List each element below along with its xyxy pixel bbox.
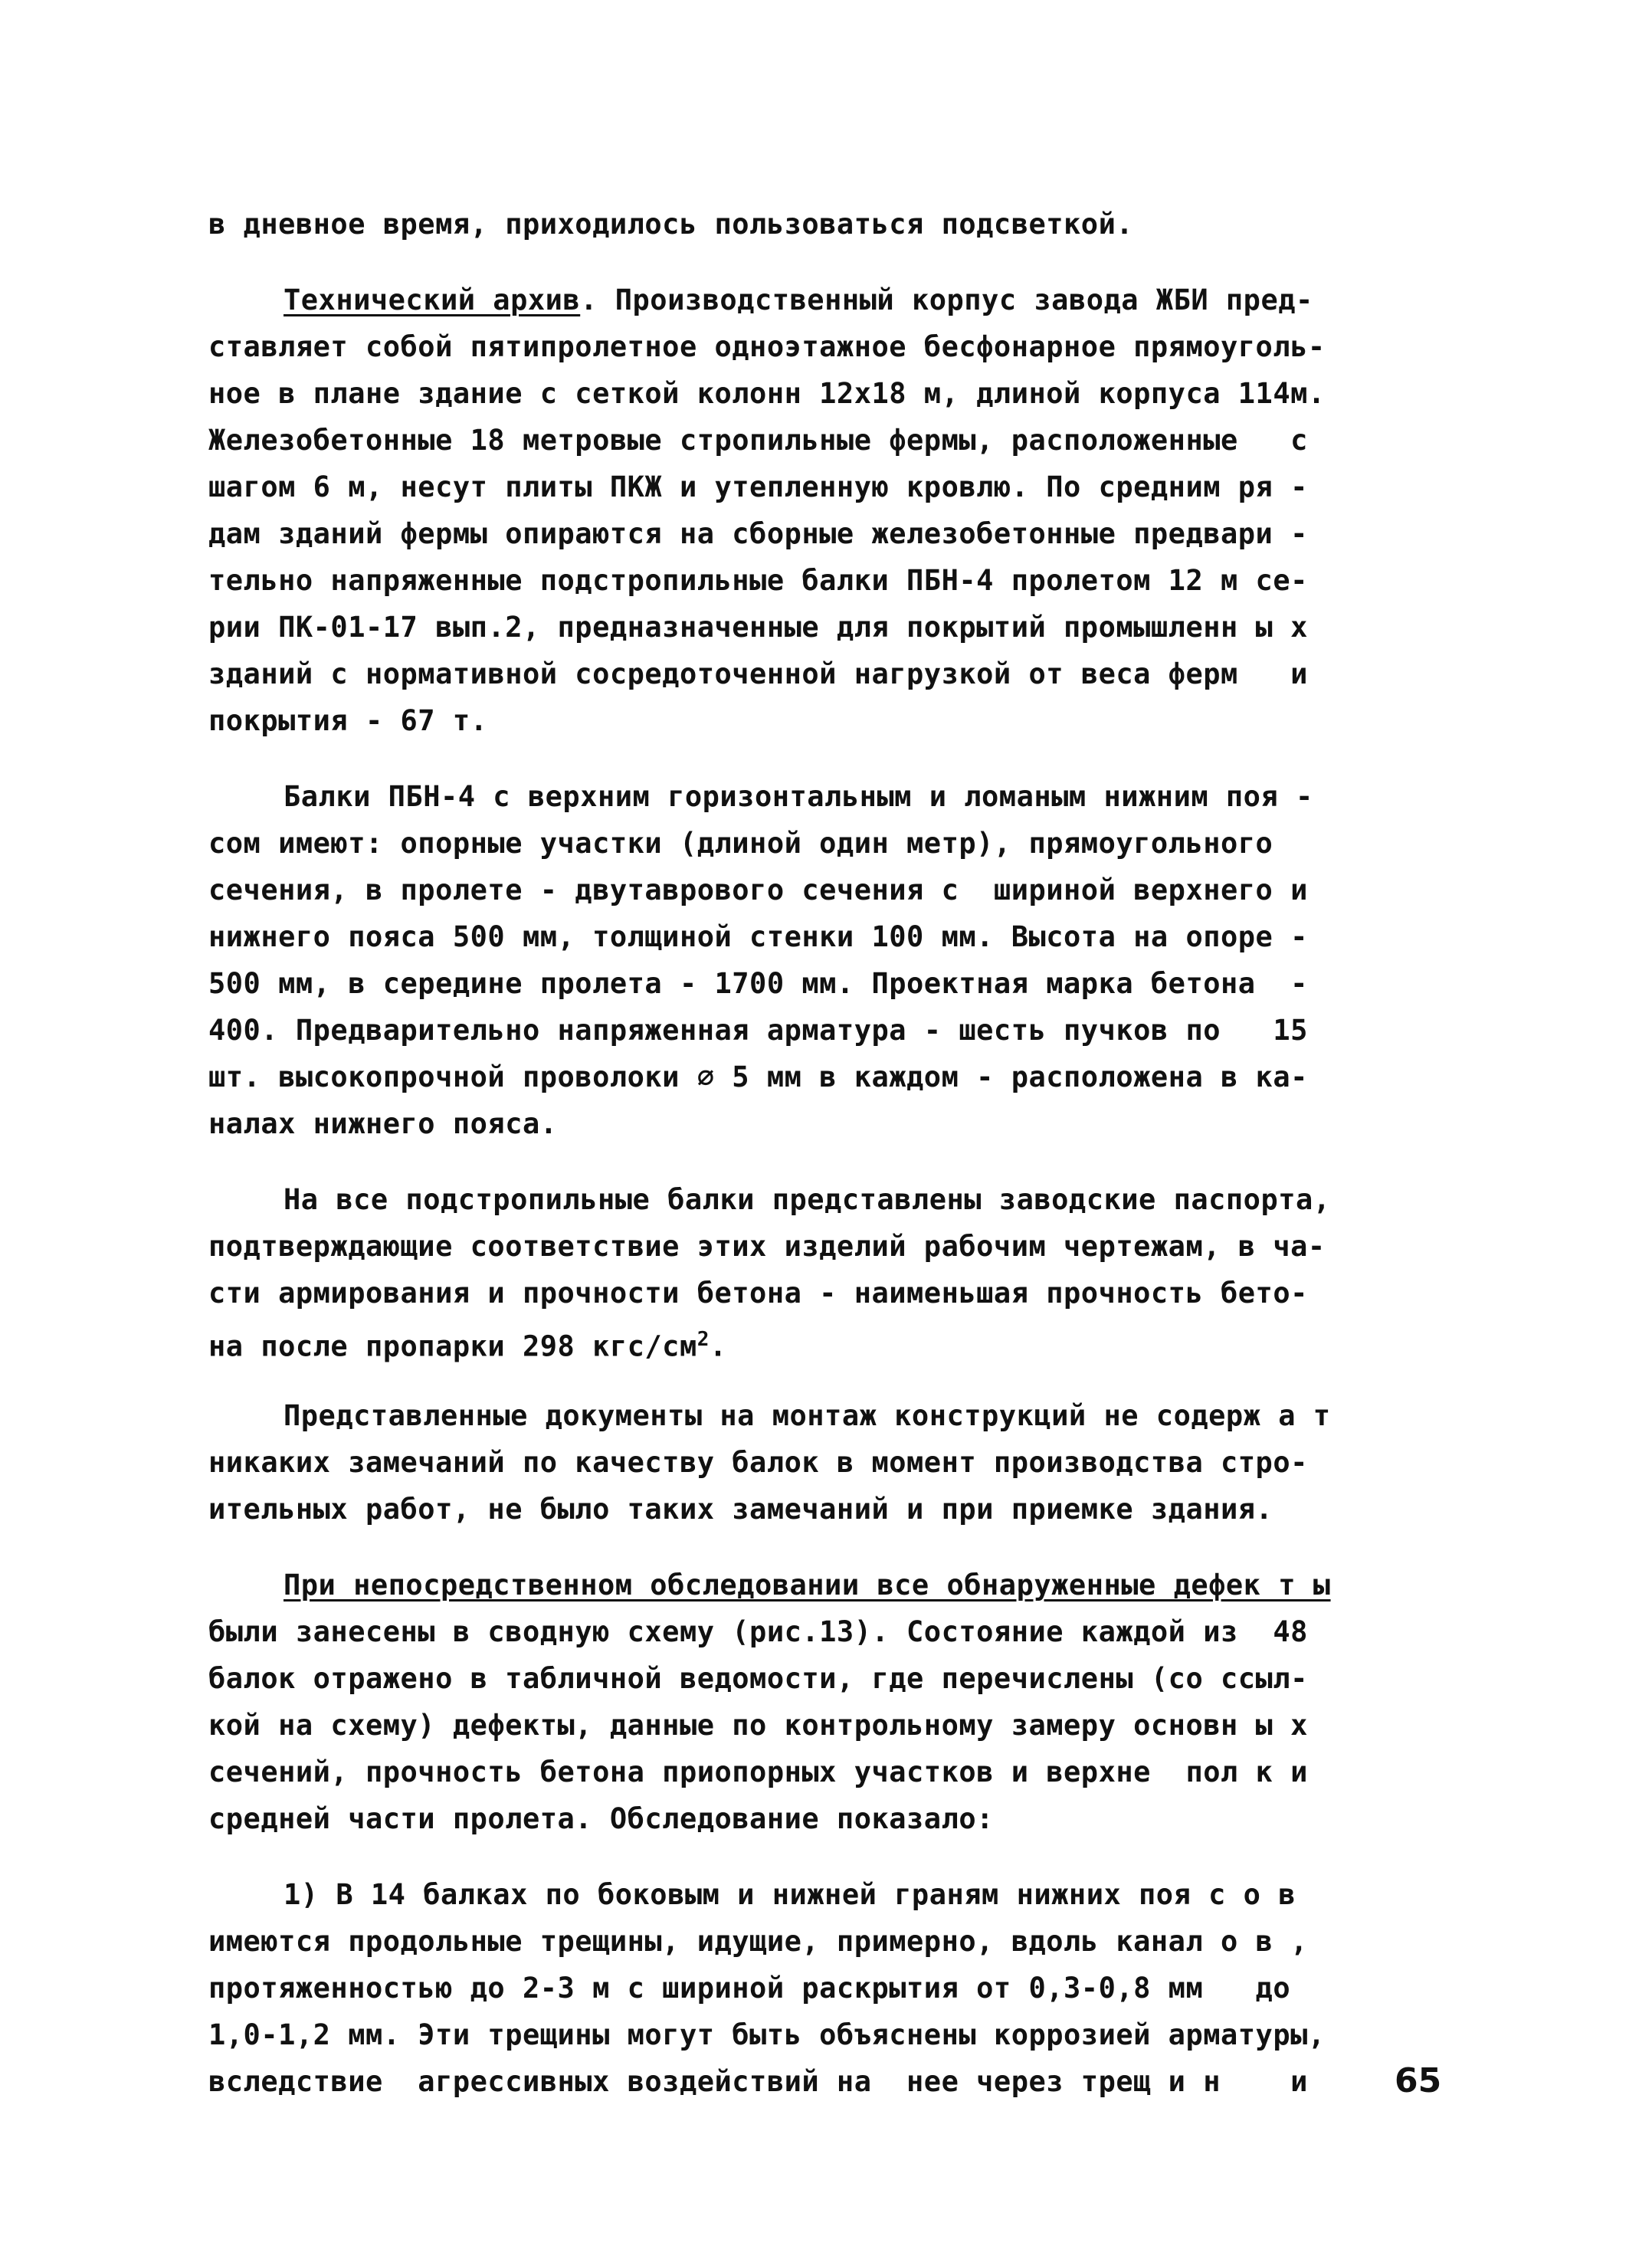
text-line <box>208 1871 1434 1918</box>
text-line <box>208 557 1434 604</box>
paragraph-gap <box>208 1147 1434 1176</box>
paragraph <box>208 277 1434 744</box>
line-text: покрытия - 67 т. <box>208 704 488 737</box>
line-text: На все подстропильные балки представлены заводские паспорта, <box>284 1183 1331 1216</box>
text-line <box>208 1562 1434 1608</box>
line-text: на после пропарки 298 кгс/см <box>208 1329 697 1363</box>
line-text: имеются продольные трещины, идущие, примерно, вдоль канал о в , <box>208 1925 1308 1958</box>
text-line <box>208 1795 1434 1842</box>
line-text: кой на схему) дефекты, данные по контрольному замеру основн ы х <box>208 1709 1308 1742</box>
line-text: 1,0-1,2 мм. Эти трещины могут быть объяснены коррозией арматуры, <box>208 2018 1326 2051</box>
paragraph-gap <box>208 1842 1434 1871</box>
text-line <box>208 1054 1434 1100</box>
text-line <box>208 867 1434 913</box>
text-line <box>208 2058 1434 2105</box>
text-line <box>208 1749 1434 1795</box>
line-text: нижнего пояса 500 мм, толщиной стенки 100 мм. Высота на опоре - <box>208 920 1308 953</box>
paragraph <box>208 773 1434 1147</box>
line-text: сти армирования и прочности бетона - наименьшая прочность бето- <box>208 1277 1308 1310</box>
text-line <box>208 1439 1434 1486</box>
paragraph <box>208 201 1434 248</box>
text-line <box>208 1965 1434 2011</box>
line-text: ительных работ, не было таких замечаний и при приемке здания. <box>208 1493 1273 1526</box>
line-text: средней части пролета. Обследование показало: <box>208 1802 994 1835</box>
page-number: 65 <box>1395 2061 1442 2100</box>
text-line <box>208 1918 1434 1965</box>
underlined-heading: При непосредственном обследовании все обнаруженные дефек т ы <box>284 1569 1331 1602</box>
line-text: вследствие агрессивных воздействий на нее через трещ и н и <box>208 2065 1308 2098</box>
text-line <box>208 1608 1434 1655</box>
paragraph <box>208 1562 1434 1842</box>
text-line <box>208 323 1434 370</box>
line-text: шагом 6 м, несут плиты ПКЖ и утепленную кровлю. По средним ря - <box>208 470 1308 503</box>
text-line <box>208 1392 1434 1439</box>
line-text: . Производственный корпус завода ЖБИ пред- <box>580 284 1313 316</box>
paragraph-gap <box>208 1533 1434 1562</box>
line-text: сечений, прочность бетона приопорных участков и верхне пол к и <box>208 1756 1308 1788</box>
line-text: сечения, в пролете - двутаврового сечения с шириной верхнего и <box>208 874 1308 906</box>
line-text: были занесены в сводную схему (рис.13). Состояние каждой из 48 <box>208 1615 1308 1648</box>
text-line <box>208 820 1434 867</box>
paragraph-gap <box>208 248 1434 277</box>
line-text: сом имеют: опорные участки (длиной один метр), прямоугольного <box>208 827 1273 860</box>
text-line <box>208 1100 1434 1147</box>
line-text: Представленные документы на монтаж конструкций не содерж а т <box>284 1399 1331 1432</box>
text-line <box>208 1223 1434 1270</box>
text-line <box>208 604 1434 651</box>
line-tail: . <box>709 1329 727 1363</box>
text-line <box>208 510 1434 557</box>
line-text: в дневное время, приходилось пользоваться подсветкой. <box>208 208 1134 241</box>
line-text: ставляет собой пятипролетное одноэтажное бесфонарное прямоуголь- <box>208 330 1326 363</box>
line-text: тельно напряженные подстропильные балки ПБН-4 пролетом 12 м се- <box>208 564 1308 597</box>
text-line <box>208 201 1434 248</box>
line-text: шт. высокопрочной проволоки ∅ 5 мм в каждом - расположена в ка- <box>208 1061 1308 1093</box>
line-text: протяженностью до 2-3 м с шириной раскрытия от 0,3-0,8 мм до <box>208 1972 1291 2005</box>
line-text: рии ПК-01-17 вып.2, предназначенные для покрытий промышленн ы х <box>208 611 1308 644</box>
line-text: налах нижнего пояса. <box>208 1107 558 1140</box>
line-text: балок отражено в табличной ведомости, где перечислены (со ссыл- <box>208 1662 1308 1695</box>
text-line <box>208 1176 1434 1223</box>
paragraph-gap <box>208 744 1434 773</box>
text-line <box>208 277 1434 323</box>
line-text: дам зданий фермы опираются на сборные железобетонные предвари - <box>208 517 1308 550</box>
paragraph <box>208 1871 1434 2105</box>
underlined-heading: Технический архив <box>284 284 581 316</box>
text-line <box>208 464 1434 510</box>
superscript: 2 <box>697 1328 710 1351</box>
line-text: 1) В 14 балках по боковым и нижней граням нижних поя с о в <box>284 1878 1296 1911</box>
line-text: Балки ПБН-4 с верхним горизонтальным и ломаным нижним поя - <box>284 780 1313 813</box>
text-line <box>208 1486 1434 1533</box>
text-line <box>208 1007 1434 1054</box>
paragraph <box>208 1392 1434 1533</box>
text-line <box>208 1316 1434 1363</box>
paragraph <box>208 1176 1434 1363</box>
line-text: ное в плане здание с сеткой колонн 12x18 м, длиной корпуса 114м. <box>208 377 1326 410</box>
text-line <box>208 417 1434 464</box>
line-text: никаких замечаний по качеству балок в момент производства стро- <box>208 1446 1308 1479</box>
paragraph-gap <box>208 1363 1434 1392</box>
text-line <box>208 1270 1434 1316</box>
line-text: зданий с нормативной сосредоточенной нагрузкой от веса ферм и <box>208 657 1308 690</box>
line-text: подтверждающие соответствие этих изделий рабочим чертежам, в ча- <box>208 1230 1326 1263</box>
line-text: Железобетонные 18 метровые стропильные фермы, расположенные с <box>208 424 1308 457</box>
text-line <box>208 697 1434 744</box>
line-text: 500 мм, в середине пролета - 1700 мм. Проектная марка бетона - <box>208 967 1308 1000</box>
text-line <box>208 913 1434 960</box>
text-line <box>208 1655 1434 1702</box>
text-line <box>208 1702 1434 1749</box>
text-line <box>208 773 1434 820</box>
text-line <box>208 370 1434 417</box>
text-line <box>208 651 1434 697</box>
text-line <box>208 960 1434 1007</box>
body-text <box>208 201 1434 2105</box>
line-text: 400. Предварительно напряженная арматура - шесть пучков по 15 <box>208 1014 1308 1047</box>
text-line <box>208 2011 1434 2058</box>
